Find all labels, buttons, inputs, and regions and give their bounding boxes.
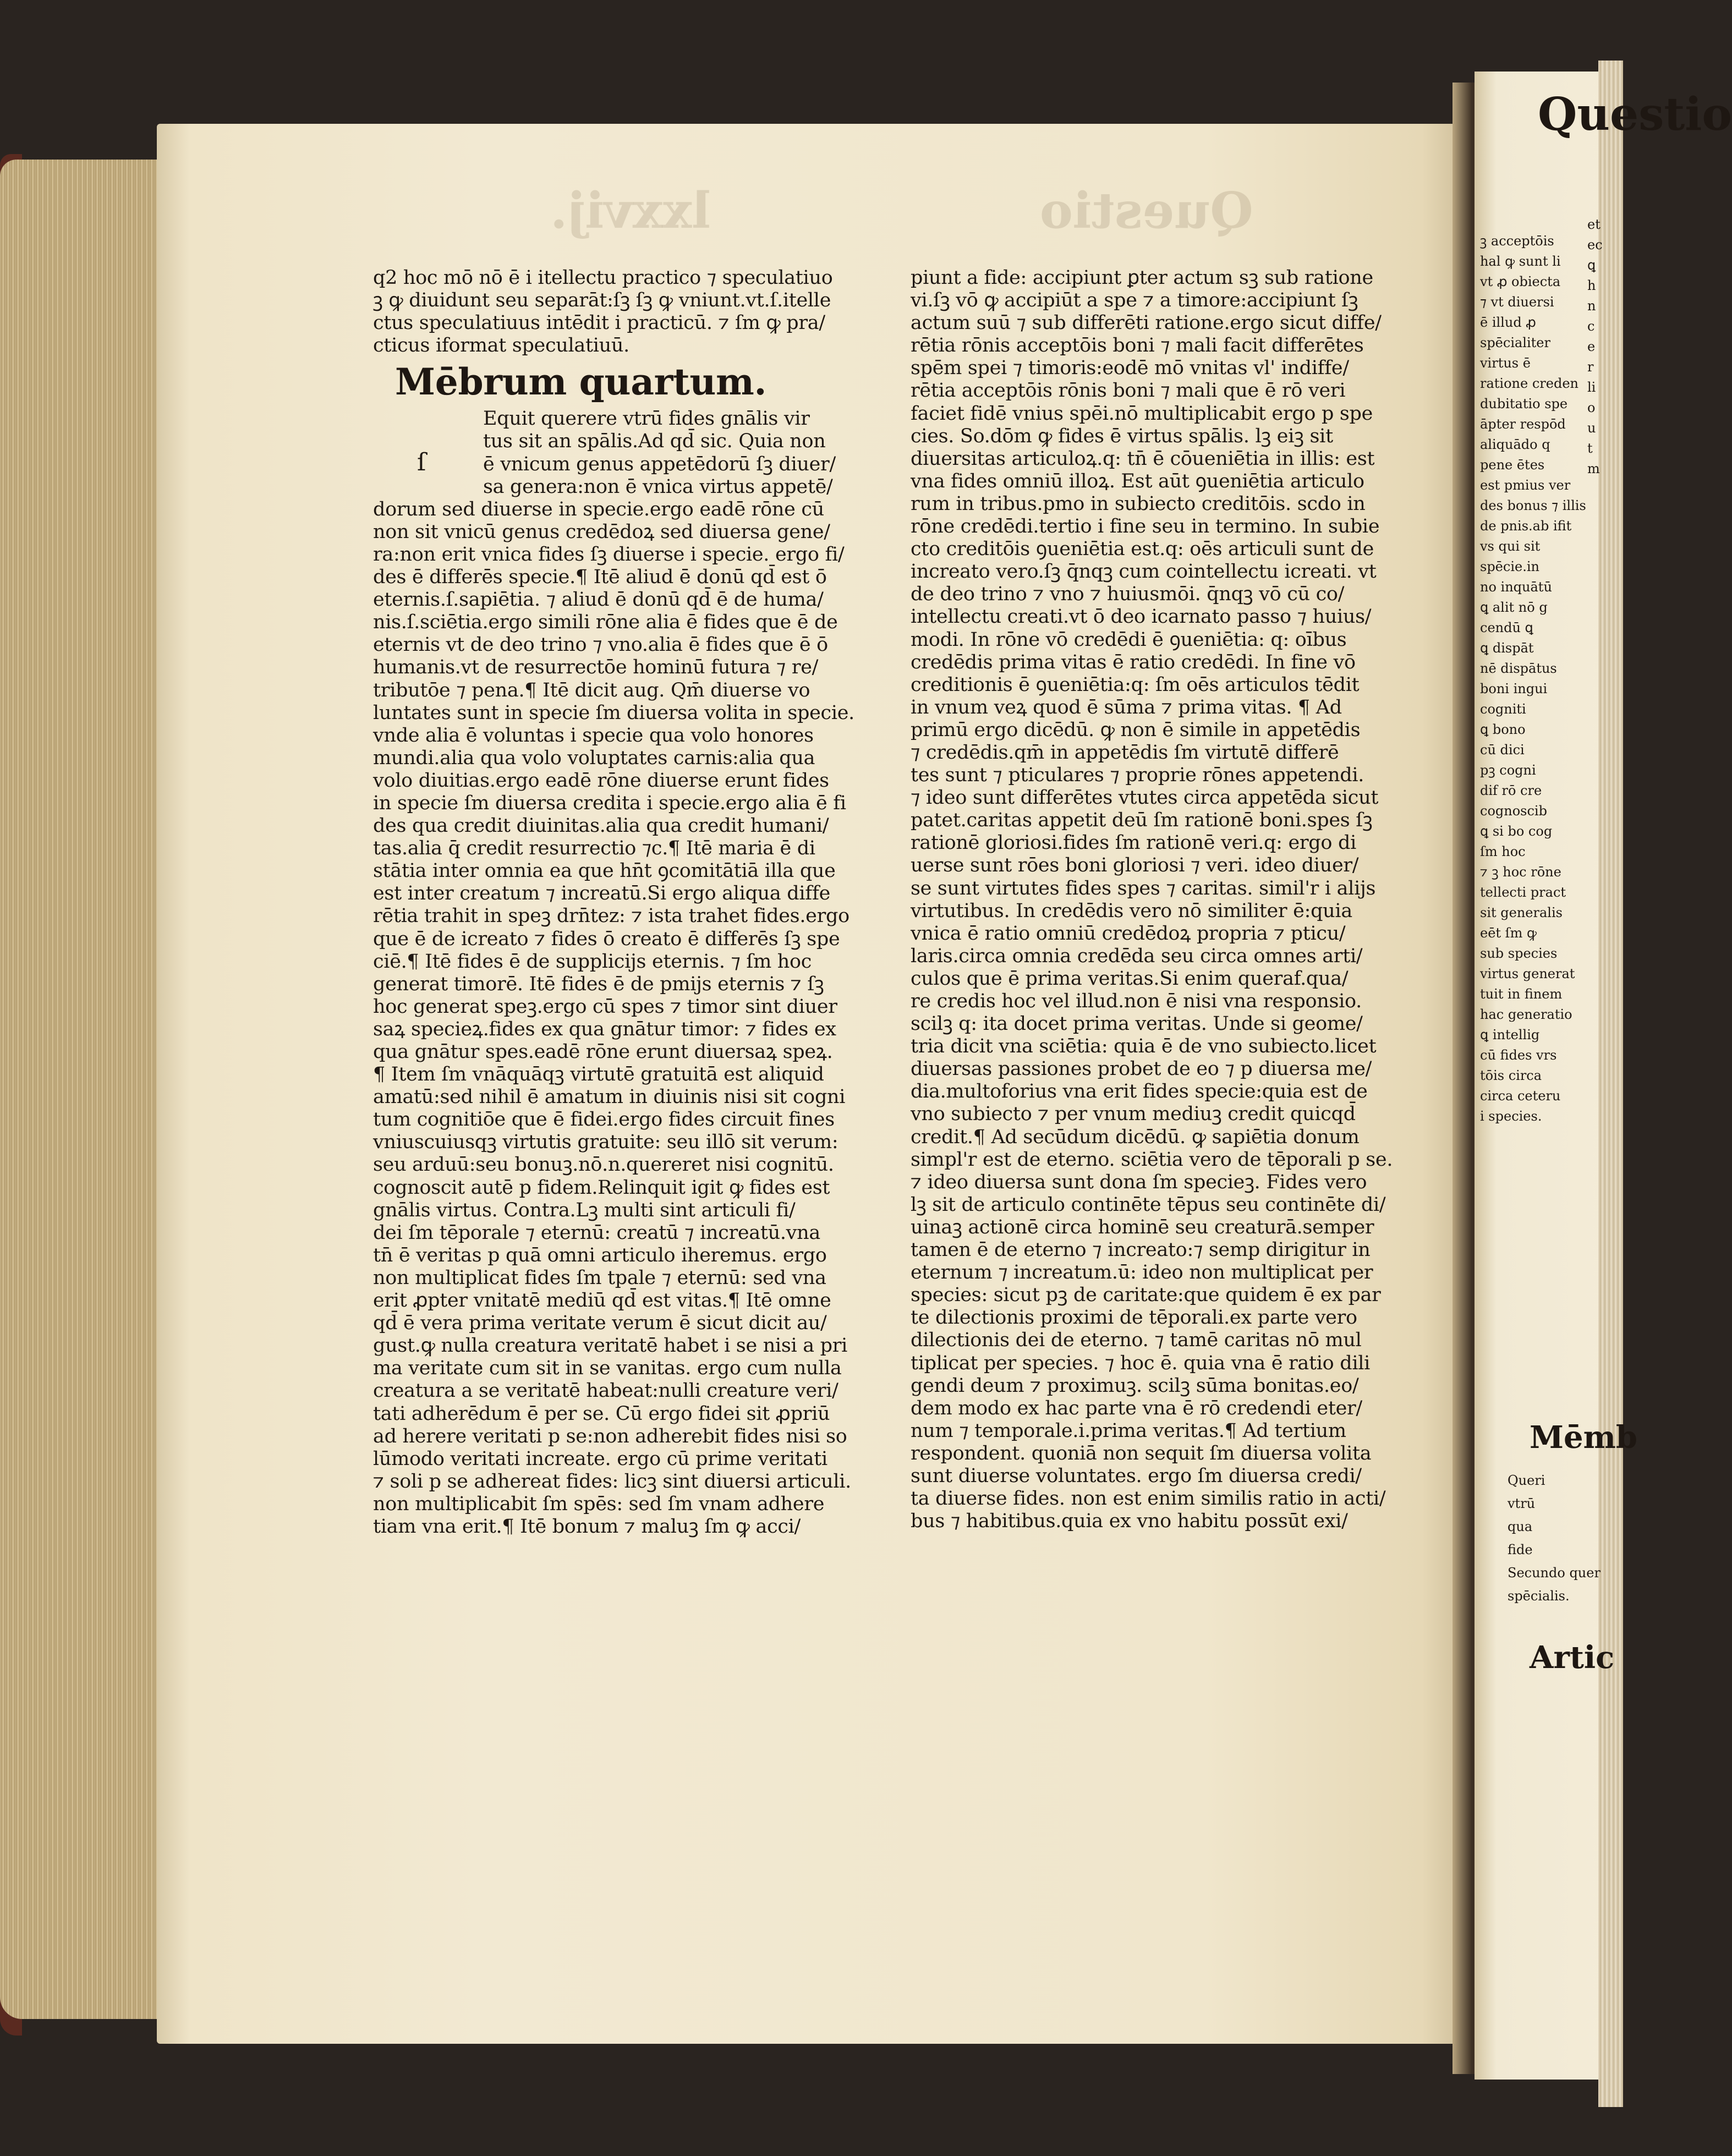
- text-line: m: [1587, 461, 1600, 476]
- text-line: sa genera:non ē vnica virtus appetē/: [483, 475, 833, 498]
- text-line: eternis vt de deo trino ⁊ vno.alia ē fides que ē ō: [373, 634, 828, 656]
- text-line: saꝝ specieꝝ.fides ex qua gnātur timor: ⁊ fides ex: [373, 1018, 836, 1040]
- page-edges-left: [0, 160, 165, 2019]
- text-line: vno subiecto ⁊ per vnum mediuꝫ credit quicqd̄: [911, 1103, 1356, 1126]
- text-line: ꝫ acceptōis: [1480, 233, 1554, 249]
- text-line: cognoscit autē p fidem.Relinquit igit ꝙ fides est: [373, 1176, 830, 1199]
- text-line: c: [1587, 319, 1595, 334]
- text-line: ⁊ soli p se adhereat fides: licꝫ sint diuersi articuli.: [373, 1470, 851, 1493]
- text-line: dia.multoforius vna erit fides specie:quia est de: [911, 1080, 1368, 1103]
- text-line: tiplicat per species. ⁊ hoc ē. quia vna ē ratio dili: [911, 1352, 1371, 1374]
- text-line: num ⁊ temporale.i.prima veritas.¶ Ad tertium: [911, 1419, 1346, 1442]
- text-line: cognoscib: [1480, 803, 1547, 819]
- text-line: fide: [1508, 1542, 1533, 1557]
- text-line: que ē de icreato ⁊ fides ō creato ē differēs ſꝫ spe: [373, 928, 840, 950]
- text-line: dif rō cre: [1480, 783, 1542, 798]
- text-line: des bonus ⁊ illis: [1480, 498, 1586, 513]
- text-line: vt ꝓ obiecta: [1480, 274, 1561, 289]
- text-line: modi. In rōne vō credēdi ē ꝯueniētia: q: oībus: [911, 628, 1347, 651]
- text-line: ciē.¶ Itē fides ē de supplicijs eternis. ⁊ ſm hoc: [373, 950, 812, 973]
- text-line: rōne credēdi.tertio i fine seu in termino. In subie: [911, 515, 1380, 538]
- text-line: ec: [1587, 237, 1603, 253]
- right-page-column-edge: [1587, 215, 1604, 479]
- text-line: lꝫ sit de articulo continēte tēpus seu continēte di/: [911, 1193, 1386, 1216]
- text-line: nē dispātus: [1480, 661, 1557, 676]
- text-line: rētia trahit in speꝫ drn̄tez: ⁊ ista trahet fides.ergo: [373, 905, 849, 928]
- text-line: nis.ſ.sciētia.ergo simili rōne alia ē fides que ē de: [373, 611, 838, 634]
- text-line: diuersitas articuloꝝ.q: tn̄ ē cōueniētia in illis: est: [911, 447, 1375, 470]
- text-line: dei ſm tēporale ⁊ eternū: creatū ⁊ increatū.vna: [373, 1221, 820, 1244]
- text-line: credēdis prima vitas ē ratio credēdi. In fine vō: [911, 651, 1356, 673]
- text-line: cticus iformat speculatiuū.: [373, 334, 629, 357]
- text-line: vniuscuiusqꝫ virtutis gratuite: seu illō sit verum:: [373, 1131, 838, 1154]
- text-line: h: [1587, 278, 1596, 293]
- text-line: spēm spei ⁊ timoris:eodē mō vnitas vl' indiffe/: [911, 357, 1349, 380]
- text-line: i species.: [1480, 1109, 1542, 1124]
- text-line: o: [1587, 400, 1596, 415]
- text-line: eēt ſm ꝙ: [1480, 925, 1537, 941]
- text-line: Queri: [1508, 1473, 1545, 1488]
- text-line: tōis circa: [1480, 1068, 1542, 1083]
- text-line: r: [1587, 359, 1594, 375]
- text-line: spēcie.in: [1480, 559, 1539, 574]
- text-line: qua: [1508, 1519, 1533, 1534]
- text-line: tiam vna erit.¶ Itē bonum ⁊ maluꝫ ſm ꝙ acci/: [373, 1515, 801, 1538]
- right-page-tail-lines: [1508, 1469, 1618, 1608]
- text-line: culos que ē prima veritas.Si enim queraf.qua/: [911, 967, 1349, 990]
- text-line: simpl'r est de eterno. sciētia vero de tēporali p se.: [911, 1148, 1393, 1171]
- text-line: bus ⁊ habitibus.quia ex vno habitu possūt exi/: [911, 1510, 1348, 1533]
- text-line: de deo trino ⁊ vno ⁊ huiusmōi. q̄nqꝫ vō cū co/: [911, 583, 1345, 606]
- text-line: rum in tribus.pmo in subiecto creditōis. scdo in: [911, 492, 1366, 515]
- right-page-column: [1480, 231, 1601, 1127]
- text-line: spēcialis.: [1508, 1588, 1570, 1604]
- text-line: rationē gloriosi.fides ſm rationē veri.q: ergo di: [911, 832, 1356, 854]
- text-line: volo diuitias.ergo eadē rōne diuerse erunt fides: [373, 769, 829, 792]
- text-line: seu arduū:seu bonuꝫ.nō.n.quereret nisi cognitū.: [373, 1154, 834, 1176]
- text-line: generat timorē. Itē fides ē de pmijs eternis ⁊ ſꝫ: [373, 973, 824, 995]
- text-line: stātia inter omnia ea que hn̄t ꝯcomitātiā illa que: [373, 860, 836, 882]
- text-line: ꝗ: [1587, 257, 1596, 273]
- text-line: Secundo quer: [1508, 1565, 1601, 1581]
- text-line: āpter respōd: [1480, 416, 1566, 432]
- text-line: pene ētes: [1480, 457, 1545, 473]
- text-line: cū dici: [1480, 742, 1525, 758]
- text-line: cies. So.dōm ꝙ fides ē virtus spālis. lꝫ eiꝫ sit: [911, 425, 1333, 447]
- text-line: boni ingui: [1480, 681, 1548, 696]
- text-line: dubitatio spe: [1480, 396, 1568, 412]
- text-line: mundi.alia qua volo voluptates carnis:alia qua: [373, 747, 815, 769]
- text-line: tellecti pract: [1480, 885, 1566, 900]
- text-line: qd̄ ē vera prima veritate verum ē sicut dicit au/: [373, 1312, 827, 1335]
- initial-guide-letter: ſ: [417, 448, 426, 476]
- text-line: vnde alia ē voluntas i specie qua volo honores: [373, 724, 814, 747]
- text-line: respondent. quoniā non sequit ſm diuersa volita: [911, 1442, 1372, 1464]
- text-line: dem modo ex hac parte vna ē rō credendi eter/: [911, 1397, 1362, 1419]
- text-column-1: [373, 267, 890, 1538]
- text-line: in vnum veꝝ quod ē sūma ⁊ prima vitas. ¶ Ad: [911, 696, 1342, 718]
- text-line: amatū:sed nihil ē amatum in diuinis nisi sit cogni: [373, 1086, 846, 1109]
- text-line: increato vero.ſꝫ q̄nqꝫ cum cointellectu icreati. vt: [911, 561, 1377, 583]
- text-line: no inquātū: [1480, 579, 1552, 595]
- text-line: ꝗ bono: [1480, 722, 1526, 737]
- text-line: eternum ⁊ increatum.ū: ideo non multiplicat per: [911, 1261, 1373, 1284]
- text-line: ta diuerse fides. non est enim similis ratio in acti/: [911, 1488, 1386, 1510]
- text-line: hoc generat speꝫ.ergo cū spes ⁊ timor sint diuer: [373, 995, 837, 1018]
- text-line: non sit vnicū genus credēdoꝝ sed diuersa gene/: [373, 520, 830, 543]
- text-line: ꝗ intellig: [1480, 1027, 1540, 1043]
- text-line: ctus speculatiuus intēdit i practicū. ⁊ ſm ꝙ pra/: [373, 312, 825, 334]
- text-line: creatura a se veritatē habeat:nulli creature veri/: [373, 1380, 838, 1402]
- text-line: tributōe ⁊ pena.¶ Itē dicit aug. Qm̄ diuerse vo: [373, 679, 810, 701]
- text-line: species: sicut pꝫ de caritate:que quidem ē ex par: [911, 1284, 1381, 1307]
- text-line: des ē differēs specie.¶ Itē aliud ē donū qd̄ est ō: [373, 566, 827, 589]
- text-line: cogniti: [1480, 701, 1526, 717]
- text-line: lūmodo veritati increate. ergo cū prime veritati: [373, 1447, 827, 1470]
- text-line: virtutibus. In credēdis vero nō similiter ē:quia: [911, 899, 1352, 922]
- text-line: gnālis virtus. Contra.Lꝫ multi sint articuli fi/: [373, 1199, 796, 1221]
- text-line: et: [1587, 217, 1601, 232]
- text-line: tria dicit vna sciētia: quia ē de vno subiecto.licet: [911, 1035, 1377, 1058]
- text-line: erit ꝓpter vnitatē mediū qd̄ est vitas.¶ Itē omne: [373, 1290, 831, 1312]
- text-line: uerse sunt rōes boni gloriosi ⁊ veri. ideo diuer/: [911, 854, 1359, 877]
- text-line: ra:non erit vnica fides ſꝫ diuerse i specie. ergo fi/: [373, 543, 845, 566]
- show-through-header: Questio: [1040, 182, 1253, 240]
- text-line: re credis hoc vel illud.non ē nisi vna responsio.: [911, 990, 1362, 1012]
- text-line: pꝫ cogni: [1480, 762, 1536, 778]
- text-line: spēcialiter: [1480, 335, 1550, 350]
- text-line: cto creditōis ꝯueniētia est.q: oēs articuli sunt de: [911, 538, 1374, 561]
- text-line: creditionis ē ꝯueniētia:q: ſm oēs articulos tēdit: [911, 673, 1360, 696]
- text-line: tn̄ ē veritas p quā omni articulo iheremus. ergo: [373, 1244, 827, 1266]
- text-line: est pmius ver: [1480, 478, 1571, 493]
- text-line: Equit querere vtrū fides gnālis vir: [483, 408, 810, 430]
- text-line: actum suū ⁊ sub differēti ratione.ergo sicut diffe/: [911, 312, 1382, 334]
- text-line: intellectu creati.vt ō deo icarnato passo ⁊ huius/: [911, 606, 1372, 628]
- text-line: circa ceteru: [1480, 1088, 1561, 1104]
- text-line: ¶ Item ſm vnāquāqꝫ virtutē gratuitā est aliquid: [373, 1063, 824, 1086]
- text-line: de pnis.ab ifit: [1480, 518, 1572, 534]
- text-line: qua gnātur spes.eadē rōne erunt diuersaꝝ speꝝ.: [373, 1041, 833, 1063]
- text-line: faciet fidē vnius spēi.nō multiplicabit ergo p spe: [911, 402, 1373, 425]
- text-column-2: [911, 267, 1433, 1533]
- text-line: ⁊ ideo sunt differētes vtutes circa appetēda sicut: [911, 787, 1379, 809]
- text-line: tati adherēdum ē per se. Cū ergo fidei sit ꝓpriū: [373, 1402, 830, 1425]
- text-line: tuit in finem: [1480, 986, 1563, 1002]
- text-line: li: [1587, 380, 1596, 395]
- text-line: luntates sunt in specie ſm diuersa volita in specie.: [373, 701, 854, 724]
- text-line: dorum sed diuerse in specie.ergo eadē rōne cū: [373, 498, 824, 520]
- text-line: ⁊ ꝫ hoc rōne: [1480, 864, 1561, 880]
- text-line: n: [1587, 298, 1596, 314]
- text-line: tes sunt ⁊ pticulares ⁊ proprie rōnes appetendi.: [911, 764, 1364, 787]
- text-line: ꝫ ꝙ diuidunt seu separāt:ſꝫ ſꝫ ꝙ vniunt.vt.ſ.itelle: [373, 289, 831, 312]
- text-line: t: [1587, 441, 1593, 456]
- text-line: primū ergo dicēdū. ꝙ non ē simile in appetēdis: [911, 718, 1361, 741]
- show-through-folio: lxxvij.: [550, 182, 711, 240]
- section-heading: Mēbrum quartum.: [395, 360, 767, 404]
- text-line: tamen ē de eterno ⁊ increato:⁊ semp dirigitur in: [911, 1239, 1371, 1261]
- text-line: scilꝫ q: ita docet prima veritas. Unde si geome/: [911, 1013, 1363, 1035]
- text-line: sunt diuerse voluntates. ergo ſm diuersa credi/: [911, 1464, 1362, 1487]
- text-line: des qua credit diuinitas.alia qua credit humani/: [373, 815, 829, 837]
- text-line: e: [1587, 339, 1596, 354]
- text-line: hal ꝙ sunt li: [1480, 254, 1561, 269]
- text-line: ē illud ꝓ: [1480, 315, 1536, 330]
- text-line: vtrū: [1508, 1496, 1536, 1511]
- text-line: eternis.ſ.sapiētia. ⁊ aliud ē donū qd̄ ē de huma/: [373, 589, 824, 611]
- text-line: ſm hoc: [1480, 844, 1526, 859]
- text-line: tum cognitiōe que ē fidei.ergo fides circuit fines: [373, 1109, 835, 1131]
- text-line: vs qui sit: [1480, 539, 1541, 554]
- text-line: humanis.vt de resurrectōe hominū futura ⁊ re/: [373, 656, 819, 679]
- text-line: non multiplicabit ſm spēs: sed ſm vnam adhere: [373, 1493, 825, 1515]
- right-page-articulus-heading: Artic: [1530, 1639, 1615, 1676]
- text-line: u: [1587, 420, 1596, 436]
- text-line: sit generalis: [1480, 905, 1563, 920]
- text-line: gust.ꝙ nulla creatura veritatē habet i se nisi a pri: [373, 1335, 848, 1357]
- text-line: ma veritate cum sit in se vanitas. ergo cum nulla: [373, 1357, 842, 1380]
- text-line: vnica ē ratio omniū credēdoꝝ propria ⁊ pticu/: [911, 922, 1346, 945]
- text-line: diuersas passiones probet de eo ⁊ p diuersa me/: [911, 1058, 1372, 1080]
- text-line: non multiplicat fides ſm tpale ⁊ eternū: sed vna: [373, 1266, 826, 1289]
- text-line: in specie ſm diuersa credita i specie.ergo alia ē fi: [373, 792, 846, 814]
- text-line: piunt a fide: accipiunt ꝑter actum sꝫ sub ratione: [911, 267, 1373, 289]
- text-line: sub species: [1480, 946, 1558, 961]
- text-line: gendi deum ⁊ proximuꝫ. scilꝫ sūma bonitas.eo/: [911, 1374, 1359, 1397]
- text-line: cendū ꝗ: [1480, 620, 1533, 635]
- text-line: ⁊ vt diuersi: [1480, 294, 1554, 310]
- text-line: ratione creden: [1480, 376, 1578, 391]
- text-line: se sunt virtutes fides spes ⁊ caritas. simil'r i alijs: [911, 877, 1376, 899]
- text-line: aliquādo q: [1480, 437, 1550, 452]
- text-line: virtus generat: [1480, 966, 1575, 981]
- text-line: ē vnicum genus appetēdorū ſꝫ diuer/: [483, 453, 836, 475]
- text-line: uinaꝫ actionē circa hominē seu creaturā.semper: [911, 1216, 1374, 1238]
- text-line: hac generatio: [1480, 1007, 1572, 1022]
- text-line: ꝗ alit nō g: [1480, 600, 1548, 615]
- text-line: laris.circa omnia credēda seu circa omnes arti/: [911, 945, 1363, 967]
- text-line: ⁊ ideo diuersa sunt dona ſm specieꝫ. Fides vero: [911, 1171, 1367, 1193]
- text-line: patet.caritas appetit deū ſm rationē boni.spes ſꝫ: [911, 809, 1373, 832]
- right-page-header: Questio: [1538, 88, 1732, 141]
- text-line: tas.alia q̄ credit resurrectio ⁊c.¶ Itē maria ē di: [373, 837, 815, 860]
- text-line: te dilectionis proximi de tēporali.ex parte vero: [911, 1307, 1357, 1329]
- text-line: dilectionis dei de eterno. ⁊ tamē caritas nō mul: [911, 1329, 1362, 1352]
- text-line: vna fides omniū illoꝝ. Est aūt ꝯueniētia articulo: [911, 470, 1364, 492]
- text-line: ꝗ dispāt: [1480, 640, 1534, 656]
- text-line: ad herere veritati p se:non adherebit fides nisi so: [373, 1425, 847, 1447]
- text-line: rētia acceptōis rōnis boni ⁊ mali que ē rō veri: [911, 380, 1346, 402]
- text-line: vi.ſꝫ vō ꝙ accipiūt a spe ⁊ a timore:accipiunt ſꝫ: [911, 289, 1358, 312]
- text-line: rētia rōnis acceptōis boni ⁊ mali facit differētes: [911, 334, 1364, 357]
- text-line: cū fides vrs: [1480, 1047, 1557, 1063]
- text-line: tus sit an spālis.Ad qd̄ sic. Quia non: [483, 430, 826, 453]
- text-line: est inter creatum ⁊ increatū.Si ergo aliqua diffe: [373, 882, 831, 905]
- text-line: q2 hoc mō nō ē i itellectu practico ⁊ speculatiuo: [373, 267, 833, 289]
- text-line: credit.¶ Ad secūdum dicēdū. ꝙ sapiētia donum: [911, 1126, 1360, 1148]
- text-line: virtus ē: [1480, 355, 1531, 371]
- right-page-membrum-heading: Mēmb: [1530, 1419, 1638, 1456]
- text-line: ⁊ credēdis.qm̄ in appetēdis ſm virtutē differē: [911, 741, 1339, 764]
- text-line: ꝗ si bo cog: [1480, 824, 1553, 839]
